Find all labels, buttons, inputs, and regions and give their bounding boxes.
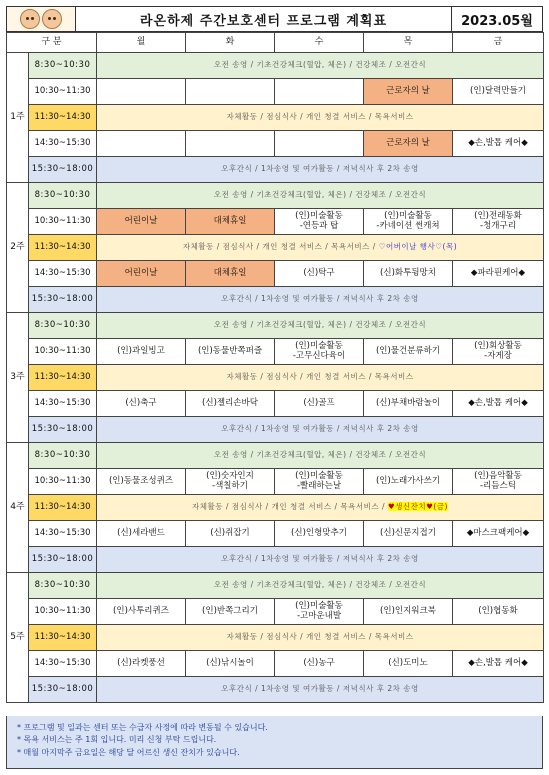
program-label: 대체휴일 [213, 215, 247, 226]
program-cell [97, 339, 186, 365]
note-line: * 목욕 서비스는 주 1회 입니다. 미리 신청 부탁 드립니다. [17, 735, 217, 745]
program-cell [453, 599, 544, 625]
event-badge: ♡어버이날 행사♡(목) [378, 242, 458, 252]
time-slot: 11:30~14:30 [29, 495, 97, 521]
program-cell [364, 339, 453, 365]
program-cell [97, 261, 186, 287]
program-cell [186, 599, 275, 625]
time-slot: 8:30~10:30 [29, 443, 97, 469]
program-label: -자게장 [484, 350, 512, 361]
program-cell [275, 599, 364, 625]
program-label: ◆손,발톱 케어◆ [468, 137, 528, 148]
afternoon-routine: 오후간식 / 1차송영 및 여가활동 / 저녁식사 후 2차 송영 [97, 417, 544, 443]
week-label: 1주 [7, 53, 29, 183]
program-label: (인)노래가사쓰기 [375, 475, 441, 486]
time-slot: 8:30~10:30 [29, 53, 97, 79]
program-label: (인)물건분류하기 [375, 345, 441, 356]
time-slot: 10:30~11:30 [29, 209, 97, 235]
time-slot: 8:30~10:30 [29, 313, 97, 339]
lunch-routine: 자체활동 / 점심식사 / 개인 청결 서비스 / 목욕서비스 [97, 365, 544, 391]
program-cell [275, 131, 364, 157]
time-slot: 15:30~18:00 [29, 417, 97, 443]
program-label: -고무신다육이 [292, 350, 346, 361]
program-label: (신)젤리손바닥 [202, 397, 258, 408]
week-label: 5주 [7, 573, 29, 703]
col-header-mon: 월 [97, 33, 186, 53]
time-slot: 11:30~14:30 [29, 105, 97, 131]
center-logo [7, 7, 75, 31]
program-label: 근로자의 날 [386, 85, 430, 96]
note-line: * 프로그램 및 일과는 센터 또는 수급자 사정에 따라 변동될 수 있습니다. [17, 723, 268, 732]
program-cell [453, 209, 544, 235]
time-slot: 8:30~10:30 [29, 183, 97, 209]
program-cell [186, 391, 275, 417]
program-label: (인)미술활동 [295, 600, 343, 611]
program-cell [275, 261, 364, 287]
program-cell [186, 651, 275, 677]
program-cell [275, 651, 364, 677]
program-cell [186, 261, 275, 287]
program-cell [364, 651, 453, 677]
table-row [7, 365, 544, 391]
table-row [7, 443, 544, 469]
lunch-routine-text: 자체활동 / 점심식사 / 개인 청결 서비스 / 목욕서비스 / [182, 242, 379, 252]
week-label: 2주 [7, 183, 29, 313]
time-slot: 14:30~15:30 [29, 131, 97, 157]
event-badge: ♥생신잔치♥(금) [387, 502, 448, 512]
program-label: -카네이션 썬캐쳐 [376, 220, 440, 231]
program-label: (신)도미노 [388, 657, 428, 668]
table-row [7, 53, 544, 79]
program-label: (인)미술활동 [295, 210, 343, 221]
program-cell [364, 469, 453, 495]
program-label: -청개구리 [480, 220, 516, 231]
lunch-routine: 자체활동 / 점심식사 / 개인 청결 서비스 / 목욕서비스 [97, 105, 544, 131]
program-label: (신)탁구 [303, 267, 335, 278]
program-label: -연등과 탑 [299, 220, 339, 231]
col-header-wed: 수 [275, 33, 364, 53]
program-label: (인)숫자인지 [206, 470, 254, 481]
time-slot: 10:30~11:30 [29, 469, 97, 495]
time-slot: 11:30~14:30 [29, 365, 97, 391]
week-label: 4주 [7, 443, 29, 573]
table-row [7, 339, 544, 365]
table-row [7, 261, 544, 287]
program-label: (인)사투리퀴즈 [113, 605, 169, 616]
time-slot: 10:30~11:30 [29, 339, 97, 365]
table-row [7, 417, 544, 443]
program-cell [453, 339, 544, 365]
elder-face-icon [20, 9, 40, 29]
table-row [7, 313, 544, 339]
program-cell [97, 599, 186, 625]
program-label: (인)동물조성퀴즈 [108, 475, 174, 486]
morning-routine: 오전 송영 / 기초건강체크(혈압, 체온) / 건강체조 / 오전간식 [97, 183, 544, 209]
afternoon-routine: 오후간식 / 1차송영 및 여가활동 / 저녁식사 후 2차 송영 [97, 677, 544, 703]
program-label: (인)협동화 [478, 605, 518, 616]
col-header-category: 구 분 [7, 33, 97, 53]
time-slot: 10:30~11:30 [29, 599, 97, 625]
time-slot: 15:30~18:00 [29, 547, 97, 573]
program-label: 어린이날 [124, 215, 158, 226]
program-cell [186, 339, 275, 365]
program-label: ◆파라핀케어◆ [470, 267, 526, 278]
time-slot: 14:30~15:30 [29, 391, 97, 417]
program-cell [453, 651, 544, 677]
morning-routine: 오전 송영 / 기초건강체크(혈압, 체온) / 건강체조 / 오전간식 [97, 443, 544, 469]
lunch-routine: 자체활동 / 점심식사 / 개인 청결 서비스 / 목욕서비스 [97, 625, 544, 651]
table-row [7, 209, 544, 235]
week-label: 3주 [7, 313, 29, 443]
note-line: * 매월 마지막주 금요일은 해당 달 어르신 생신 잔치가 있습니다. [17, 747, 240, 757]
program-cell [275, 391, 364, 417]
lunch-routine-text: 자체활동 / 점심식사 / 개인 청결 서비스 / 목욕서비스 / [192, 502, 388, 512]
page-title: 라온하제 주간보호센터 프로그램 계획표 [75, 7, 452, 31]
program-label: (인)회상활동 [474, 340, 522, 351]
program-label: (인)인지워크북 [380, 605, 436, 616]
program-cell [275, 339, 364, 365]
program-cell [186, 79, 275, 105]
table-row [7, 131, 544, 157]
program-cell [453, 469, 544, 495]
schedule-header [6, 6, 543, 32]
program-label: -고마운내발 [296, 610, 342, 621]
program-label: (신)인형맞추기 [291, 527, 347, 538]
table-row [7, 521, 544, 547]
program-cell [186, 469, 275, 495]
schedule-table [6, 32, 544, 703]
time-slot: 15:30~18:00 [29, 287, 97, 313]
program-cell [97, 469, 186, 495]
program-label: -색칠하기 [212, 480, 248, 491]
afternoon-routine: 오후간식 / 1차송영 및 여가활동 / 저녁식사 후 2차 송영 [97, 287, 544, 313]
elder-face-icon [42, 9, 62, 29]
program-label: -빨래하는날 [296, 480, 342, 491]
table-row [7, 183, 544, 209]
time-slot: 15:30~18:00 [29, 677, 97, 703]
program-cell [453, 391, 544, 417]
table-row [7, 79, 544, 105]
program-cell [364, 79, 453, 105]
program-cell [97, 651, 186, 677]
program-label: (인)미술활동 [295, 470, 343, 481]
col-header-tue: 화 [186, 33, 275, 53]
table-row [7, 625, 544, 651]
afternoon-routine: 오후간식 / 1차송영 및 여가활동 / 저녁식사 후 2차 송영 [97, 157, 544, 183]
program-label: ◆손,발톱 케어◆ [468, 397, 528, 408]
program-cell [275, 209, 364, 235]
table-row [7, 287, 544, 313]
table-row [7, 469, 544, 495]
program-cell [364, 521, 453, 547]
time-slot: 11:30~14:30 [29, 235, 97, 261]
program-label: (신)골프 [303, 397, 335, 408]
program-label: ◆손,발톱 케어◆ [468, 657, 528, 668]
program-label: (신)라켓풍선 [117, 657, 165, 668]
program-cell [186, 131, 275, 157]
program-cell [364, 599, 453, 625]
program-label: (인)반쪽그리기 [202, 605, 258, 616]
program-label: (신)농구 [303, 657, 335, 668]
program-label: (신)쥐잡기 [210, 527, 250, 538]
program-cell [364, 131, 453, 157]
program-cell [275, 79, 364, 105]
program-cell [186, 209, 275, 235]
table-row [7, 573, 544, 599]
program-cell [97, 521, 186, 547]
program-cell [97, 209, 186, 235]
table-row [7, 677, 544, 703]
afternoon-routine: 오후간식 / 1차송영 및 여가활동 / 저녁식사 후 2차 송영 [97, 547, 544, 573]
year-month: 2023.05월 [461, 13, 533, 29]
program-cell [364, 209, 453, 235]
time-slot: 14:30~15:30 [29, 261, 97, 287]
program-label: (신)화투뒹망치 [380, 267, 436, 278]
time-slot: 14:30~15:30 [29, 521, 97, 547]
table-row [7, 235, 544, 261]
time-slot: 11:30~14:30 [29, 625, 97, 651]
program-label: (인)달력만들기 [470, 85, 526, 96]
program-cell [97, 79, 186, 105]
program-label: (인)과일빙고 [117, 345, 165, 356]
table-row [7, 599, 544, 625]
time-slot: 14:30~15:30 [29, 651, 97, 677]
program-cell [364, 261, 453, 287]
notes-box [6, 716, 543, 769]
table-row [7, 651, 544, 677]
lunch-routine [97, 495, 544, 521]
time-slot: 15:30~18:00 [29, 157, 97, 183]
table-row [7, 391, 544, 417]
program-cell [275, 469, 364, 495]
lunch-routine [97, 235, 544, 261]
program-label: (인)음악활동 [474, 470, 522, 481]
morning-routine: 오전 송영 / 기초건강체크(혈압, 체온) / 건강체조 / 오전간식 [97, 313, 544, 339]
table-row [7, 157, 544, 183]
program-label: (인)전래동화 [474, 210, 522, 221]
table-row [7, 547, 544, 573]
program-label: 대체휴일 [213, 267, 247, 278]
col-header-fri: 금 [453, 33, 544, 53]
program-cell [364, 391, 453, 417]
program-cell [453, 261, 544, 287]
program-label: 어린이날 [124, 267, 158, 278]
morning-routine: 오전 송영 / 기초건강체크(혈압, 체온) / 건강체조 / 오전간식 [97, 573, 544, 599]
col-header-thu: 목 [364, 33, 453, 53]
program-cell [453, 79, 544, 105]
program-label: (신)세라밴드 [117, 527, 165, 538]
program-cell [275, 521, 364, 547]
program-label: 근로자의 날 [386, 137, 430, 148]
program-label: -리듬스틱 [480, 480, 516, 491]
program-label: (인)미술활동 [295, 340, 343, 351]
program-cell [186, 521, 275, 547]
time-slot: 8:30~10:30 [29, 573, 97, 599]
program-cell [97, 131, 186, 157]
program-label: (신)신문지접기 [380, 527, 436, 538]
program-cell [453, 131, 544, 157]
table-row [7, 495, 544, 521]
program-label: ◆마스크팩케어◆ [466, 527, 530, 538]
program-label: (인)동물반쪽퍼즐 [197, 345, 263, 356]
program-cell [453, 521, 544, 547]
time-slot: 10:30~11:30 [29, 79, 97, 105]
program-label: (인)미술활동 [384, 210, 432, 221]
program-cell [97, 391, 186, 417]
table-header-row [7, 33, 544, 53]
program-label: (신)축구 [125, 397, 157, 408]
program-label: (신)부채바람놀이 [375, 397, 441, 408]
morning-routine: 오전 송영 / 기초건강체크(혈압, 체온) / 건강체조 / 오전간식 [97, 53, 544, 79]
program-label: (신)낚시놀이 [206, 657, 254, 668]
table-row [7, 105, 544, 131]
